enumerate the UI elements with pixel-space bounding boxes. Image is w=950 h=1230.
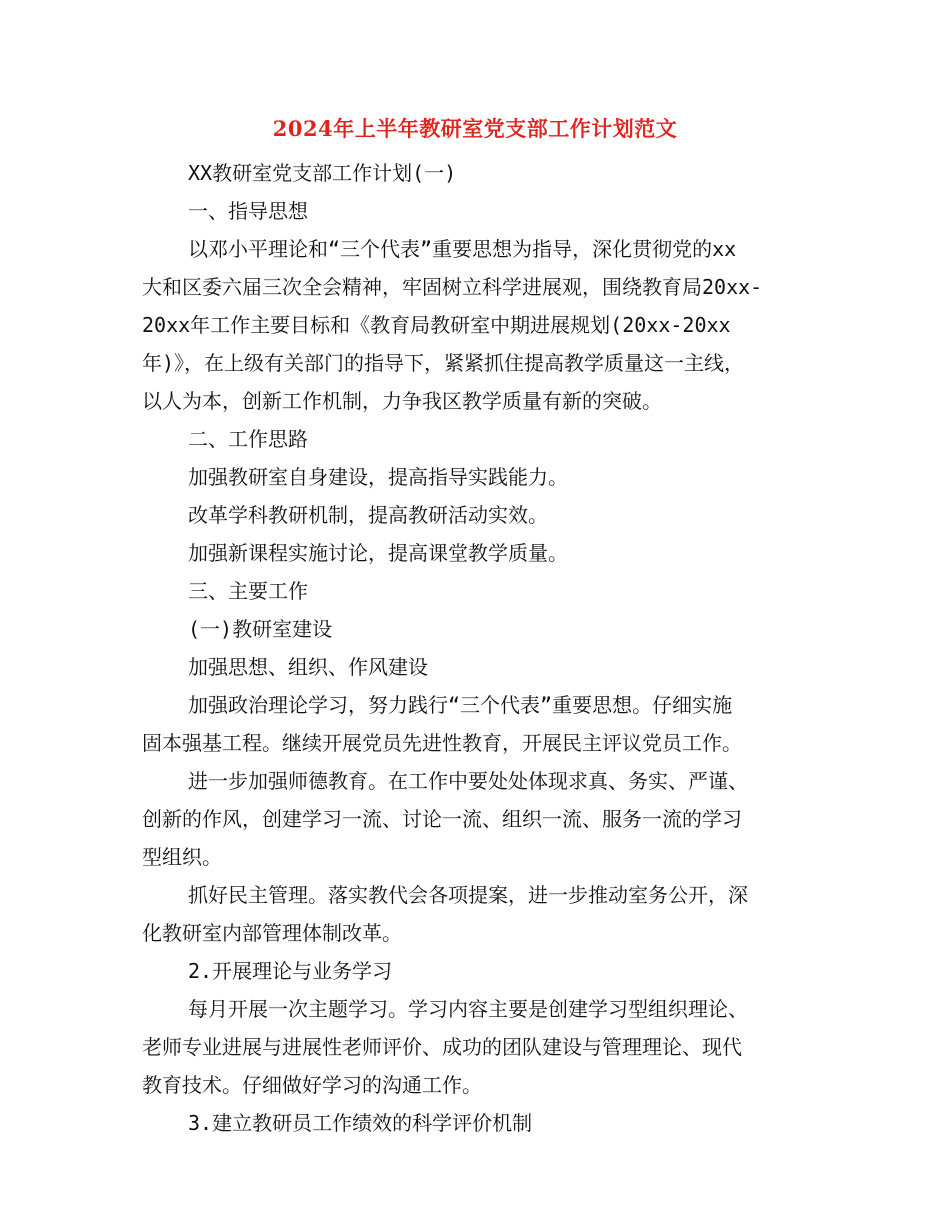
paragraph-line: 老师专业进展与进展性老师评价、成功的团队建设与管理理论、现代 (142, 1035, 742, 1059)
paragraph-line: 抓好民主管理。落实教代会各项提案，进一步推动室务公开，深 (188, 883, 748, 907)
subtitle-line: XX教研室党支部工作计划(一) (188, 161, 457, 185)
paragraph-line: 加强思想、组织、作风建设 (188, 655, 428, 679)
subsection-heading: 2.开展理论与业务学习 (188, 959, 393, 983)
section-heading: 二、工作思路 (188, 427, 308, 451)
subsection-heading: (一)教研室建设 (188, 617, 333, 641)
paragraph-line: 每月开展一次主题学习。学习内容主要是创建学习型组织理论、 (188, 997, 748, 1021)
subsection-heading: 3.建立教研员工作绩效的科学评价机制 (188, 1111, 533, 1135)
paragraph-line: 教育技术。仔细做好学习的沟通工作。 (142, 1073, 482, 1097)
paragraph-line: 改革学科教研机制，提高教研活动实效。 (188, 503, 548, 527)
paragraph-line: 以人为本，创新工作机制，力争我区教学质量有新的突破。 (142, 389, 662, 413)
paragraph-line: 加强新课程实施讨论，提高课堂教学质量。 (188, 541, 568, 565)
document-title: 2024年上半年教研室党支部工作计划范文 (272, 116, 678, 141)
paragraph-line: 以邓小平理论和“三个代表”重要思想为指导，深化贯彻党的xx (188, 237, 737, 261)
paragraph-line: 加强政治理论学习，努力践行“三个代表”重要思想。仔细实施 (188, 693, 733, 717)
paragraph-line: 化教研室内部管理体制改革。 (142, 921, 402, 945)
paragraph-line: 型组织。 (142, 845, 222, 869)
paragraph-line: 固本强基工程。继续开展党员先进性教育，开展民主评议党员工作。 (142, 731, 742, 755)
paragraph-line: 20xx年工作主要目标和《教育局教研室中期进展规划(20xx-20xx (142, 313, 731, 337)
paragraph-line: 年)》，在上级有关部门的指导下，紧紧抓住提高教学质量这一主线， (142, 351, 745, 375)
paragraph-line: 创新的作风，创建学习一流、讨论一流、组织一流、服务一流的学习 (142, 807, 742, 831)
paragraph-line: 大和区委六届三次全会精神，牢固树立科学进展观，围绕教育局20xx- (142, 275, 763, 299)
paragraph-line: 进一步加强师德教育。在工作中要处处体现求真、务实、严谨、 (188, 769, 748, 793)
paragraph-line: 加强教研室自身建设，提高指导实践能力。 (188, 465, 568, 489)
section-heading: 三、主要工作 (188, 579, 308, 603)
section-heading: 一、指导思想 (188, 199, 308, 223)
